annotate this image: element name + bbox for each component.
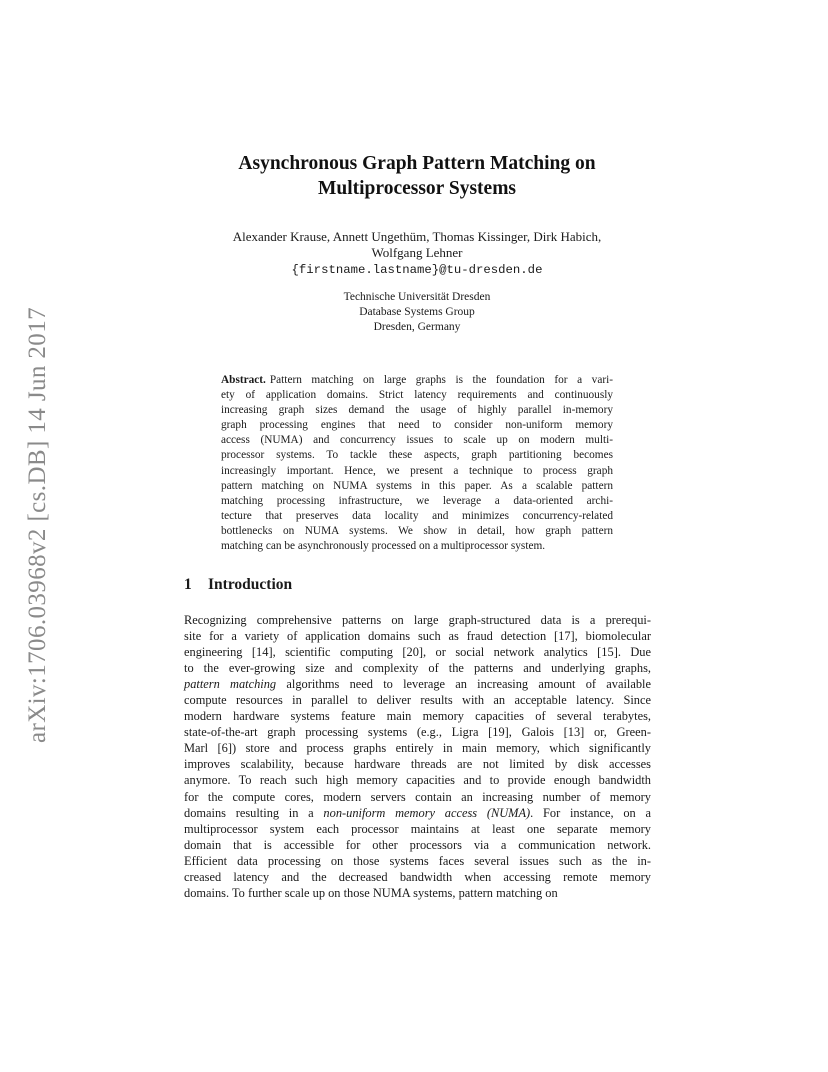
title-line-2: Multiprocessor Systems (317, 178, 517, 199)
abstract (221, 373, 613, 554)
arxiv-identifier-stamp (18, 290, 58, 760)
body-line: improves scalability, because hardware threads are not limited by disk accesses (184, 757, 651, 772)
emphasis-pattern-matching: pattern matching (184, 677, 277, 692)
body-line: Efficient data processing on those systems faces several issues such as the in- (184, 853, 651, 868)
abstract-line: ety of application domains. Strict latency requirements and continuously (221, 389, 613, 402)
body-line: Marl [6]) store and process graphs entirely in main memory, which significantly (184, 741, 651, 756)
body-line: multiprocessor system each processor maintains at least one separate memory (184, 821, 651, 836)
abstract-label: Abstract. (221, 374, 266, 386)
affiliation-group: Database Systems Group (359, 306, 475, 318)
body-line: engineering [14], scientific computing [20], or social network analytics [15]. Due (184, 645, 651, 660)
section-title: Introduction (208, 576, 293, 593)
body-line: site for a variety of application domains such as fraud detection [17], biomolecular (184, 629, 651, 644)
body-line-text: domains resulting in a (184, 805, 314, 820)
abstract-line: processor systems. To tackle these aspects, graph partitioning becomes (221, 449, 613, 462)
authors-line-1: Alexander Krause, Annett Ungethüm, Thomas Kissinger, Dirk Habich, (232, 229, 602, 244)
body-line: domain that is accessible for other processors via a communication network. (184, 837, 651, 852)
body-line (184, 676, 651, 692)
abstract-line: increasing graph sizes demand the usage of highly parallel in-memory (221, 404, 613, 417)
authors-line-2: Wolfgang Lehner (371, 245, 463, 260)
abstract-line: pattern matching on NUMA systems in this paper. As a scalable pattern (221, 479, 613, 492)
abstract-line: tecture that preserves data locality and minimizes concurrency-related (221, 509, 613, 522)
author-email: {firstname.lastname}@tu-dresden.de (291, 263, 543, 277)
body-line-text: . For instance, on a (530, 805, 651, 820)
body-line: Recognizing comprehensive patterns on large graph-structured data is a prerequi- (184, 613, 651, 627)
abstract-line (221, 373, 613, 388)
arxiv-id-text: arXiv:1706.03968v2 [cs.DB] 14 Jun 2017 (24, 306, 52, 744)
affiliation-university: Technische Universität Dresden (343, 291, 491, 303)
emphasis-numa: non-uniform memory access (NUMA) (323, 805, 531, 820)
body-line: compute resources in parallel to deliver results with an acceptable latency. Since (184, 693, 651, 708)
abstract-line: increasingly important. Hence, we present a technique to process graph (221, 464, 613, 477)
body-line: to the ever-growing size and complexity of the patterns and underlying graphs, (184, 661, 651, 676)
body-line: anymore. To reach such high memory capacities and to provide enough bandwidth (184, 773, 651, 788)
abstract-line: access (NUMA) and concurrency issues to scale up on modern multi- (221, 434, 613, 447)
body-line: state-of-the-art graph processing systems (e.g., Ligra [19], Galois [13] or, Green- (184, 725, 651, 740)
abstract-line: bottlenecks on NUMA systems. We show in detail, how graph pattern (221, 524, 613, 537)
abstract-line: matching processing infrastructure, we leverage a data-oriented archi- (221, 494, 613, 507)
affiliation-location: Dresden, Germany (373, 321, 461, 333)
title-line-1: Asynchronous Graph Pattern Matching on (238, 153, 596, 174)
body-line: domains. To further scale up on those NUMA systems, pattern matching on (184, 885, 558, 900)
affiliation (184, 290, 650, 335)
abstract-text: Pattern matching on large graphs is the foundation for a vari- (269, 374, 613, 386)
author-list (184, 229, 650, 261)
body-line: modern hardware systems feature main memory capacities of several terabytes, (184, 709, 651, 724)
section-heading-introduction (184, 576, 650, 594)
abstract-line: graph processing engines that need to consider non-uniform memory (221, 419, 613, 432)
body-line-text: algorithms need to leverage an increasing amount of available (286, 677, 651, 692)
body-line: for the compute cores, modern servers contain an increasing number of memory (184, 789, 651, 804)
section-number: 1 (184, 576, 192, 593)
abstract-line: matching can be asynchronously processed on a multiprocessor system. (221, 540, 546, 553)
introduction-body (184, 612, 651, 901)
body-line: creased latency and the decreased bandwidth when accessing remote memory (184, 869, 651, 884)
paper-title (184, 151, 650, 201)
body-line (184, 805, 651, 821)
